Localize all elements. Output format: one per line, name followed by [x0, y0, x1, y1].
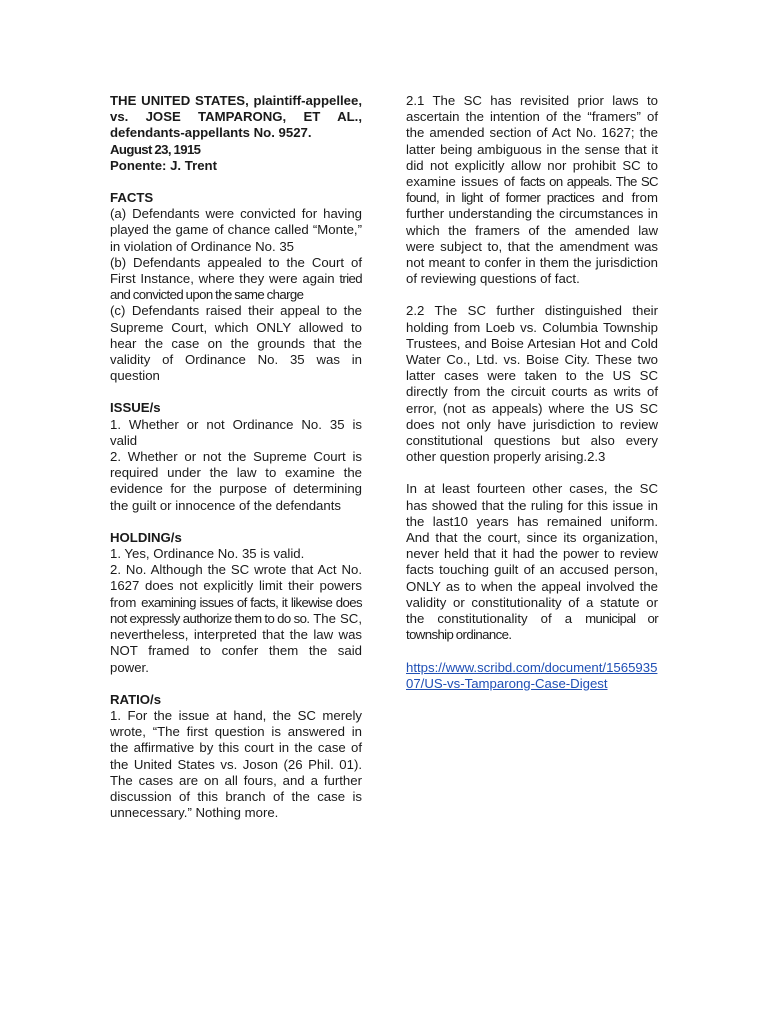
holding-2-text: 2. No. Although the SC wrote that Act No. 1627 does not explicitly limit their powers from	[110, 562, 362, 610]
ponente: Ponente: J. Trent	[110, 157, 217, 173]
ratio-2-1c: and from further understanding the circumstances in which the framers of the amended law were subject to, that the amendment was not meant to confer in them the jurisdiction of reviewing questions of fact.	[406, 190, 658, 287]
fact-b-text: (b) Defendants appealed to the Court of First Instance, where they were again	[110, 254, 362, 287]
fact-b-condensed: tried and convicted upon the same charge	[110, 271, 362, 303]
issue-1: 1. Whether or not Ordinance No. 35 is valid	[110, 416, 362, 448]
ratio-2-1	[406, 93, 658, 287]
case-date: August 23, 1915	[110, 141, 201, 157]
ratio-2-1a: 2.1 The SC has revisited prior laws to ascertain the intention of the “framers” of the amended section of Act No. 1627; the latter being ambiguous in the sense that it did not explicitly allow nor prohibit SC to examine issues of	[406, 93, 658, 190]
ratio-section	[110, 692, 362, 822]
holding-heading: HOLDING/s	[110, 529, 182, 545]
ratio-2-3a: In at least fourteen other cases, the SC has showed that the ruling for this issue in the last10 years has remained uniform. And that the court, since its organization, never held that it had the power to review facts touching guilt of an accused person, ONLY as to when the appeal involved the validity or constitutionality of a statute or the constitutionality of a	[406, 481, 658, 627]
holding-2-condensed: examining issues of facts, it likewise does not expressly authorize them to do so.	[110, 594, 363, 626]
fact-c: (c) Defendants raised their appeal to the Supreme Court, which ONLY allowed to hear the case on the grounds that the validity of Ordinance No. 35 was in question	[110, 303, 362, 384]
fact-a: (a) Defendants were convicted for having played the game of chance called “Monte,” in violation of Ordinance No. 35	[110, 206, 362, 254]
ratio-2-3	[406, 481, 658, 643]
ratio-2-1-text	[406, 93, 658, 287]
ratio-2-1-condensed: facts on appeals. The SC found, in light of former practices	[406, 174, 658, 206]
source-section	[406, 660, 658, 692]
holding-2-rest: The SC, nevertheless, interpreted that the law was NOT framed to confer them the said power.	[110, 610, 362, 675]
holding-1: 1. Yes, Ordinance No. 35 is valid.	[110, 546, 305, 562]
ratio-2-3-condensed: municipal or township ordinance.	[406, 611, 658, 643]
source-link[interactable]: https://www.scribd.com/document/156593507/US-vs-Tamparong-Case-Digest	[406, 659, 658, 691]
issue-2: 2. Whether or not the Supreme Court is required under the law to examine the evidence for the purpose of determining the guilt or innocence of the defendants	[110, 449, 362, 513]
case-header	[110, 93, 362, 174]
right-column	[406, 93, 658, 708]
left-column	[110, 93, 362, 837]
ratio-2-2-text: 2.2 The SC further distinguished their holding from Loeb vs. Columbia Township Trustees, and Boise Artesian Hot and Cold Water Co., Ltd. vs. Boise City. These two latter cases were taken to the US SC directly from the circuit courts as writs of error, (not as appeals) where the US SC does not only have jurisdiction to review constitutional questions but also every other question properly arising.2.3	[406, 303, 658, 465]
facts-heading: FACTS	[110, 190, 154, 206]
facts-section	[110, 190, 362, 384]
ratio-1: 1. For the issue at hand, the SC merely wrote, “The first question is answered in the affirmative by this court in the case of the United States vs. Joson (26 Phil. 01). The cases are on all fours, and a further discussion of this branch of the case is unnecessary.” Nothing more.	[110, 707, 362, 821]
fact-b	[110, 255, 362, 304]
ratio-heading: RATIO/s	[110, 691, 162, 707]
issues-heading: ISSUE/s	[110, 400, 161, 416]
holding-2	[110, 562, 362, 675]
issues-section	[110, 400, 362, 513]
ratio-2-3-text	[406, 481, 658, 643]
case-title: THE UNITED STATES, plaintiff-appellee, vs. JOSE TAMPARONG, ET AL., defendants-appellants No. 9527.	[110, 93, 362, 141]
holding-section	[110, 530, 362, 676]
ratio-2-2	[406, 303, 658, 465]
